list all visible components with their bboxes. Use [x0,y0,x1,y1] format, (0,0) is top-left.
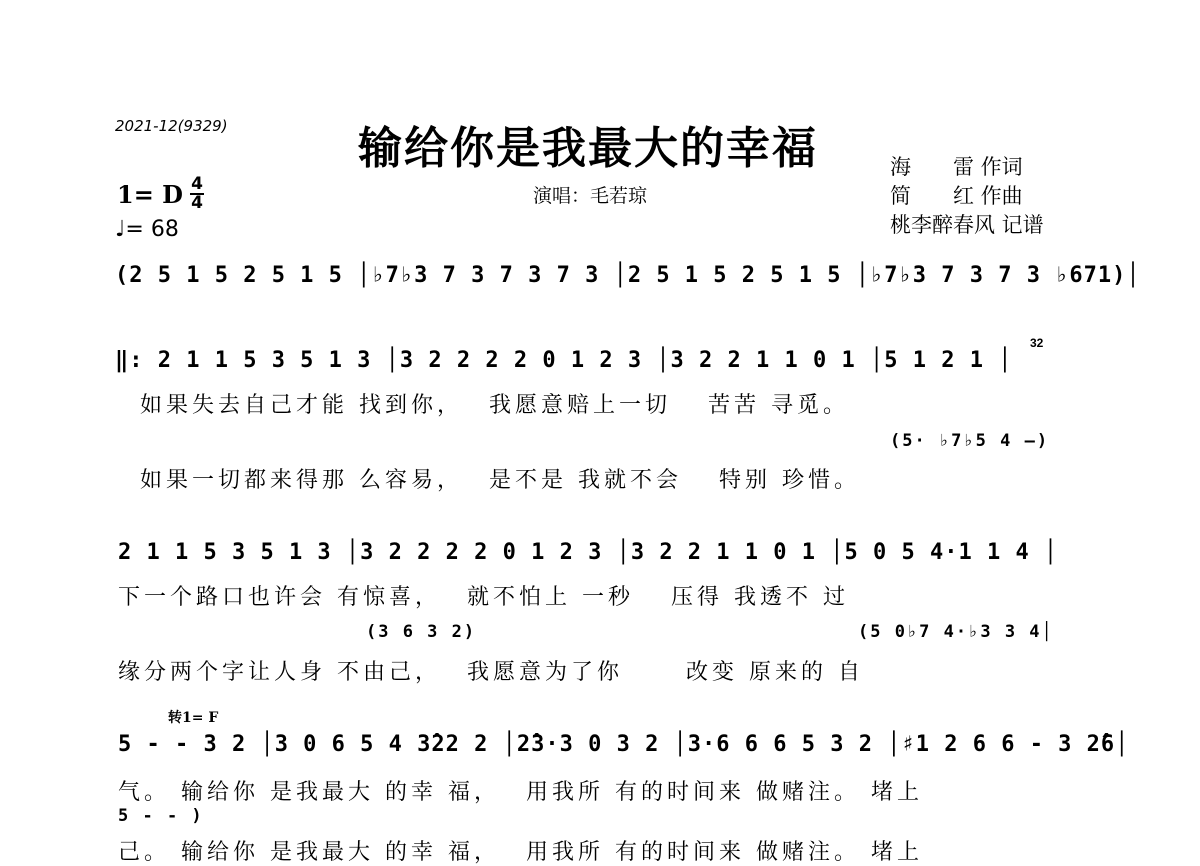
time-signature [190,176,204,212]
intro-notes: (2 5 1 5 2 5 1 5 │♭7♭3 7 3 7 3 7 3 │2 5 1 5 2 5 1 5 │♭7♭3 7 3 7 3 ♭671)│ [115,263,1141,288]
composer-credit: 简 红 作曲 [890,184,1023,208]
line1-notes: ‖: 2 1 1 5 3 5 1 3 │3 2 2 2 2 0 1 2 3 │3 2 2 1 1 0 1 │5 1 2 1 │ [115,348,1013,373]
song-title: 输给你是我最大的幸福 [358,123,818,174]
key-signature: 1= D [117,180,183,209]
tempo-marking [115,217,179,242]
line3-ending: 5 - - ) [118,806,204,826]
line3-lyric-verse2: 己。 输给你 是我最大 的幸 福， 用我所 有的时间来 做赌注。 堵上 [118,840,923,865]
line1-interlude: (5· ♭7♭5 4 –) [890,431,1050,451]
line1-lyric-verse1: 如果失去自己才能 找到你， 我愿意赔上一切 苦苦 寻觅。 [140,393,849,418]
line2-lyric-verse2: 缘分两个字让人身 不由己， 我愿意为了你 改变 原来的 自 [118,660,864,685]
singer-credit: 演唱：毛若琼 [533,185,648,207]
quarter-note-icon: ♩ [115,217,126,242]
lyricist-credit: 海 雷 作词 [890,155,1023,179]
score-code: 2021-12(9329) [115,117,228,135]
grace-note: 32 [1030,336,1044,350]
line3-lyric-verse1: 气。 输给你 是我最大 的幸 福， 用我所 有的时间来 做赌注。 堵上 [118,780,923,805]
time-signature-top: 4 [191,174,203,194]
transcriber-credit: 桃李醉春风 记谱 [890,213,1044,237]
line2-lyric-verse1: 下一个路口也许会 有惊喜， 就不怕上 一秒 压得 我透不 过 [118,585,849,610]
modulation-mark: 转1= F [168,710,219,726]
line2-notes: 2 1 1 5 3 5 1 3 │3 2 2 2 2 0 1 2 3 │3 2 2 1 1 0 1 │5 0 5 4·1 1 4 │ [118,540,1059,565]
line2-fill-a: (3 6 3 2) [366,622,477,642]
time-signature-bottom: 4 [191,193,203,213]
tempo-value: = 68 [125,217,179,242]
line3-notes: 5 - - 3 2 │3 0 6 5 4 3̂22 2 │2̂3·3 0 3 2 │3·6 6 6 5 3 2 │♯1 2 6 6 - 3 2̂6│ [118,732,1130,757]
line2-fill-b: (5 0♭7 4·♭3 3 4│ [858,622,1054,642]
line1-lyric-verse2: 如果一切都来得那 么容易， 是不是 我就不会 特别 珍惜。 [140,468,860,493]
